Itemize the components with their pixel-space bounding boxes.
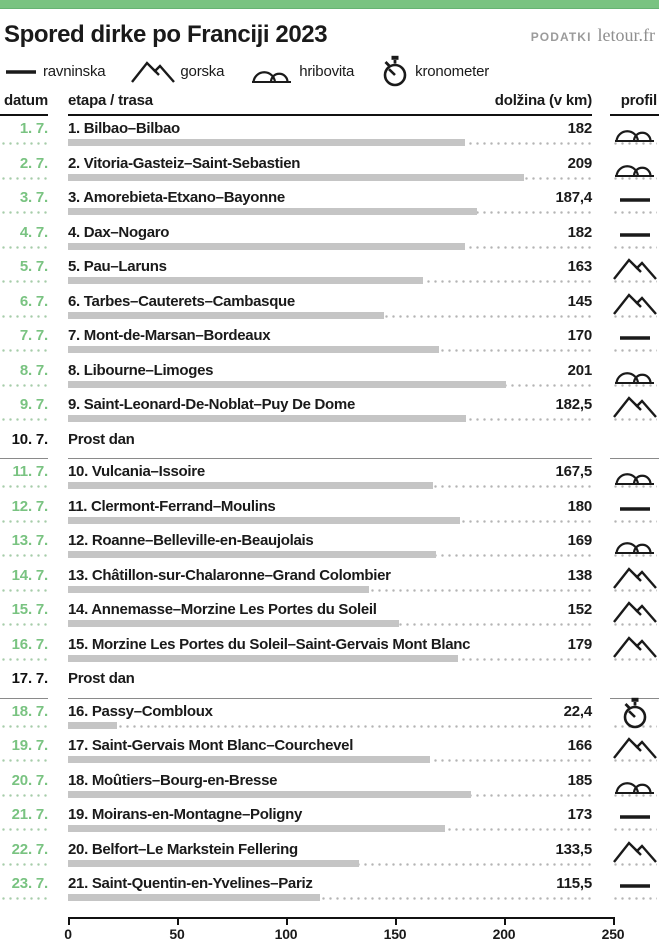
table-row xyxy=(0,871,659,906)
legend-item-flat xyxy=(4,59,105,83)
profile-icon-mountain xyxy=(610,289,659,317)
distance-cell: 152 xyxy=(567,601,592,619)
stage-cell: 19. Moirans-en-Montagne–Poligny xyxy=(68,806,303,824)
stage-cell: 7. Mont-de-Marsan–Bordeaux xyxy=(68,327,271,345)
distance-cell: 182 xyxy=(567,223,592,241)
axis-tick xyxy=(504,917,506,925)
flat-profile-icon xyxy=(618,804,652,828)
axis-tick-label: 250 xyxy=(601,925,625,942)
distance-bar xyxy=(68,791,471,798)
column-header-length: dolžina (v km) xyxy=(494,92,592,110)
flat-profile-icon xyxy=(618,325,652,349)
table-row xyxy=(0,185,659,220)
rest-day-row xyxy=(0,427,659,460)
distance-cell: 182,5 xyxy=(555,396,592,414)
table-row xyxy=(0,837,659,872)
flat-profile-icon xyxy=(618,222,652,246)
source-label: PODATKI xyxy=(530,30,592,45)
distance-bar xyxy=(68,139,465,146)
row-dots-date xyxy=(0,623,48,626)
date-cell: 14. 7. xyxy=(11,566,48,584)
hilly-profile-icon xyxy=(250,58,294,84)
date-cell: 5. 7. xyxy=(19,258,48,276)
distance-cell: 138 xyxy=(567,566,592,584)
mountain-profile-icon xyxy=(613,599,657,623)
table-row xyxy=(0,254,659,289)
row-dots-date xyxy=(0,759,48,762)
row-dots-date xyxy=(0,315,48,318)
row-dots-date xyxy=(0,589,48,592)
table-row xyxy=(0,323,659,358)
distance-bar xyxy=(68,722,117,729)
table-row xyxy=(0,289,659,324)
stage-cell: 20. Belfort–Le Markstein Fellering xyxy=(68,840,298,858)
flat-profile-icon xyxy=(618,496,652,520)
axis-tick xyxy=(613,917,615,925)
stage-cell: 2. Vitoria-Gasteiz–Saint-Sebastien xyxy=(68,154,301,172)
date-cell: 16. 7. xyxy=(11,635,48,653)
table-row xyxy=(0,563,659,598)
profile-icon-flat xyxy=(610,494,659,522)
rest-day-row xyxy=(0,666,659,699)
legend-label: kronometer xyxy=(415,62,490,80)
distance-bar xyxy=(68,860,359,867)
date-cell: 21. 7. xyxy=(11,806,48,824)
distance-bar xyxy=(68,517,460,524)
row-dots-date xyxy=(0,142,48,145)
table-row xyxy=(0,459,659,494)
profile-icon-hilly xyxy=(610,358,659,386)
date-cell: 23. 7. xyxy=(11,875,48,893)
row-dots-date xyxy=(0,349,48,352)
distance-axis xyxy=(0,910,659,944)
stopwatch-icon xyxy=(620,697,650,729)
date-cell: 8. 7. xyxy=(19,361,48,379)
date-cell: 22. 7. xyxy=(11,840,48,858)
distance-bar xyxy=(68,277,423,284)
stage-cell: 6. Tarbes–Cauterets–Cambasque xyxy=(68,292,295,310)
stage-cell: 15. Morzine Les Portes du Soleil–Saint-Gervais Mont Blanc xyxy=(68,635,471,653)
data-source xyxy=(531,25,655,47)
flat-profile-icon xyxy=(4,59,38,83)
flat-profile-icon xyxy=(618,187,652,211)
distance-bar xyxy=(68,894,320,901)
rest-day-label: Prost dan xyxy=(68,670,135,688)
distance-bar xyxy=(68,243,465,250)
profile-icon-flat xyxy=(610,802,659,830)
table-row xyxy=(0,733,659,768)
axis-tick-label: 200 xyxy=(492,925,516,942)
date-cell: 18. 7. xyxy=(11,702,48,720)
date-cell: 12. 7. xyxy=(11,497,48,515)
distance-bar xyxy=(68,586,369,593)
profile-icon-mountain xyxy=(610,733,659,761)
row-dots-date xyxy=(0,863,48,866)
profile-icon-flat xyxy=(610,871,659,899)
stage-cell: 11. Clermont-Ferrand–Moulins xyxy=(68,497,276,515)
row-dots-date xyxy=(0,520,48,523)
mountain-profile-icon xyxy=(613,256,657,280)
distance-cell: 173 xyxy=(567,806,592,824)
distance-bar xyxy=(68,346,439,353)
profile-icon-hilly xyxy=(610,151,659,179)
source-link: letour.fr xyxy=(597,25,655,46)
table-row xyxy=(0,597,659,632)
hilly-profile-icon xyxy=(613,117,657,143)
mountain-profile-icon xyxy=(131,59,175,83)
profile-icon-flat xyxy=(610,185,659,213)
hilly-profile-icon xyxy=(613,359,657,385)
profile-icon-mountain xyxy=(610,392,659,420)
distance-cell: 187,4 xyxy=(555,189,592,207)
flat-profile-icon xyxy=(618,873,652,897)
table-row xyxy=(0,802,659,837)
row-dots-date xyxy=(0,658,48,661)
profile-icon-flat xyxy=(610,323,659,351)
table-row xyxy=(0,632,659,667)
profile-icon-mountain xyxy=(610,563,659,591)
axis-tick xyxy=(286,917,288,925)
rest-day-label: Prost dan xyxy=(68,430,135,448)
distance-cell: 167,5 xyxy=(555,463,592,481)
mountain-profile-icon xyxy=(613,394,657,418)
stage-cell: 14. Annemasse–Morzine Les Portes du Soleil xyxy=(68,601,377,619)
distance-cell: 115,5 xyxy=(556,875,592,893)
profile-icon-mountain xyxy=(610,254,659,282)
distance-cell: 163 xyxy=(567,258,592,276)
distance-bar xyxy=(68,620,399,627)
stage-cell: 18. Moûtiers–Bourg-en-Bresse xyxy=(68,771,278,789)
table-row xyxy=(0,392,659,427)
mountain-profile-icon xyxy=(613,839,657,863)
profile-icon-hilly xyxy=(610,116,659,144)
hilly-profile-icon xyxy=(613,460,657,486)
distance-bar xyxy=(68,312,384,319)
mountain-profile-icon xyxy=(613,565,657,589)
table-row xyxy=(0,699,659,734)
profile-icon-hilly xyxy=(610,768,659,796)
mountain-profile-icon xyxy=(613,634,657,658)
distance-cell: 169 xyxy=(567,532,592,550)
axis-tick-label: 0 xyxy=(64,925,72,942)
table-row xyxy=(0,528,659,563)
stage-cell: 1. Bilbao–Bilbao xyxy=(68,120,180,138)
page-title: Spored dirke po Franciji 2023 xyxy=(4,21,328,48)
row-dots-main xyxy=(68,725,592,728)
legend-item-mountain xyxy=(131,59,224,83)
distance-cell: 22,4 xyxy=(563,702,592,720)
table-row xyxy=(0,768,659,803)
distance-bar xyxy=(68,174,524,181)
date-cell: 2. 7. xyxy=(19,154,48,172)
hilly-profile-icon xyxy=(613,152,657,178)
stage-cell: 12. Roanne–Belleville-en-Beaujolais xyxy=(68,532,314,550)
distance-cell: 166 xyxy=(567,737,592,755)
row-dots-date xyxy=(0,177,48,180)
stage-cell: 21. Saint-Quentin-en-Yvelines–Pariz xyxy=(68,875,313,893)
row-dots-date xyxy=(0,384,48,387)
table-header xyxy=(0,90,659,116)
legend-label: gorska xyxy=(180,62,225,80)
mountain-profile-icon xyxy=(613,735,657,759)
hilly-profile-icon xyxy=(613,529,657,555)
date-cell: 9. 7. xyxy=(19,396,48,414)
profile-icon-mountain xyxy=(610,597,659,625)
stage-table xyxy=(0,116,659,906)
distance-bar xyxy=(68,551,436,558)
legend-item-hilly xyxy=(250,58,354,84)
axis-line xyxy=(68,917,614,919)
table-row xyxy=(0,116,659,151)
date-cell: 1. 7. xyxy=(19,120,48,138)
date-cell: 20. 7. xyxy=(11,771,48,789)
legend-label: hribovita xyxy=(299,62,355,80)
column-header-profile: profil xyxy=(620,92,657,110)
date-cell: 11. 7. xyxy=(12,463,48,481)
row-dots-date xyxy=(0,418,48,421)
profile-legend xyxy=(0,47,659,84)
row-dots-date xyxy=(0,246,48,249)
distance-cell: 145 xyxy=(567,292,592,310)
date-cell: 4. 7. xyxy=(19,223,48,241)
row-dots-date xyxy=(0,897,48,900)
stage-cell: 3. Amorebieta-Etxano–Bayonne xyxy=(68,189,285,207)
distance-cell: 180 xyxy=(567,497,592,515)
stage-cell: 17. Saint-Gervais Mont Blanc–Courchevel xyxy=(68,737,354,755)
stopwatch-icon xyxy=(380,55,410,87)
axis-tick-label: 150 xyxy=(383,925,407,942)
axis-tick-label: 100 xyxy=(274,925,298,942)
profile-icon-hilly xyxy=(610,459,659,487)
date-cell: 17. 7. xyxy=(11,670,48,688)
date-cell: 3. 7. xyxy=(19,189,48,207)
table-row xyxy=(0,494,659,529)
distance-cell: 179 xyxy=(567,635,592,653)
top-green-bar xyxy=(0,0,659,9)
masthead xyxy=(0,9,659,47)
distance-bar xyxy=(68,756,430,763)
row-dots-date xyxy=(0,211,48,214)
row-dots-date xyxy=(0,725,48,728)
profile-icon-mountain xyxy=(610,632,659,660)
stage-cell: 4. Dax–Nogaro xyxy=(68,223,170,241)
column-header-date: datum xyxy=(4,92,49,110)
stage-cell: 13. Châtillon-sur-Chalaronne–Grand Colombier xyxy=(68,566,391,584)
profile-icon-hilly xyxy=(610,528,659,556)
row-dots-date xyxy=(0,485,48,488)
profile-icon-mountain xyxy=(610,837,659,865)
stage-cell: 8. Libourne–Limoges xyxy=(68,361,214,379)
profile-icon-timetrial xyxy=(610,699,659,727)
date-cell: 10. 7. xyxy=(11,430,48,448)
stage-cell: 5. Pau–Laruns xyxy=(68,258,167,276)
axis-tick xyxy=(395,917,397,925)
row-dots-date xyxy=(0,280,48,283)
date-cell: 19. 7. xyxy=(11,737,48,755)
row-dots-date xyxy=(0,554,48,557)
axis-tick xyxy=(177,917,179,925)
date-cell: 15. 7. xyxy=(11,601,48,619)
distance-cell: 182 xyxy=(567,120,592,138)
stage-cell: 9. Saint-Leonard-De-Noblat–Puy De Dome xyxy=(68,396,355,414)
hilly-profile-icon xyxy=(613,769,657,795)
date-cell: 13. 7. xyxy=(11,532,48,550)
table-row xyxy=(0,358,659,393)
distance-cell: 133,5 xyxy=(555,840,592,858)
distance-bar xyxy=(68,208,477,215)
profile-icon-flat xyxy=(610,220,659,248)
legend-label: ravninska xyxy=(43,62,106,80)
distance-cell: 209 xyxy=(567,154,592,172)
axis-tick xyxy=(68,917,70,925)
table-row xyxy=(0,151,659,186)
distance-bar xyxy=(68,415,466,422)
table-row xyxy=(0,220,659,255)
column-header-stage: etapa / trasa xyxy=(68,92,153,110)
legend-item-timetrial xyxy=(380,55,489,87)
distance-cell: 170 xyxy=(567,327,592,345)
distance-bar xyxy=(68,655,458,662)
row-dots-date xyxy=(0,794,48,797)
axis-tick-label: 50 xyxy=(169,925,185,942)
distance-cell: 185 xyxy=(567,771,592,789)
distance-bar xyxy=(68,482,433,489)
row-dots-date xyxy=(0,828,48,831)
distance-bar xyxy=(68,381,506,388)
distance-cell: 201 xyxy=(567,361,592,379)
date-cell: 6. 7. xyxy=(19,292,48,310)
stage-cell: 10. Vulcania–Issoire xyxy=(68,463,205,481)
stage-cell: 16. Passy–Combloux xyxy=(68,702,213,720)
distance-bar xyxy=(68,825,445,832)
mountain-profile-icon xyxy=(613,291,657,315)
date-cell: 7. 7. xyxy=(19,327,48,345)
